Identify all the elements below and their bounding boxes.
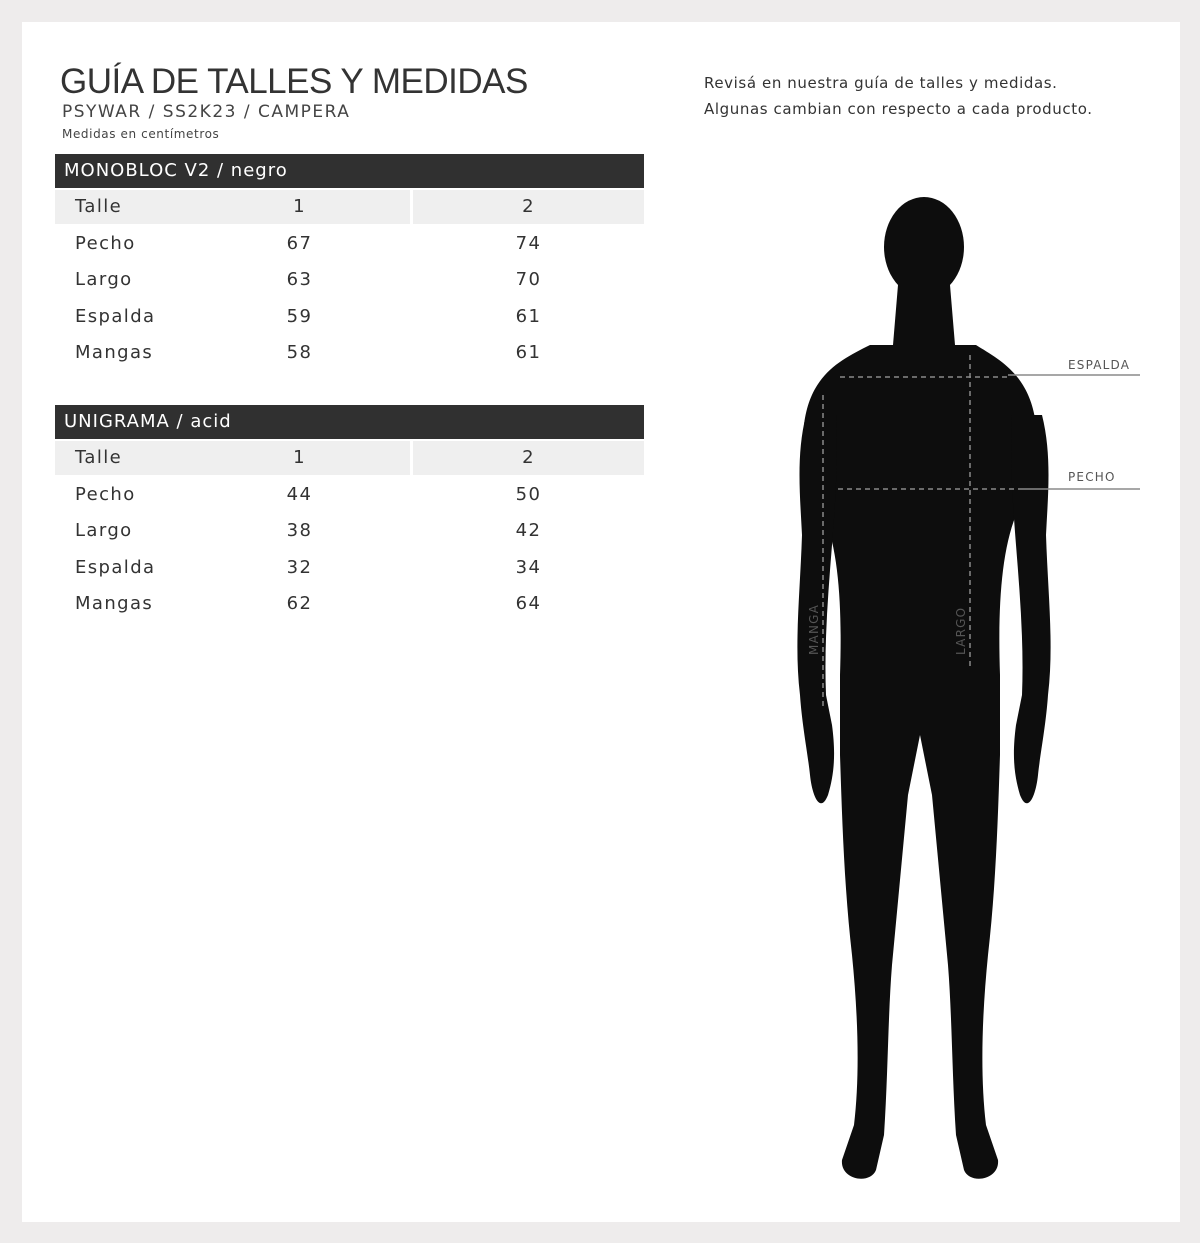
size-1-value: 32	[286, 556, 313, 578]
column-header-size-1: 1	[189, 441, 410, 475]
row-label: Largo	[75, 520, 133, 541]
column-header-size-1: 1	[189, 190, 410, 224]
table-row	[55, 300, 644, 337]
column-header-size-2: 2	[413, 441, 644, 475]
size-1-value: 38	[286, 520, 313, 541]
product-section-unigrama	[55, 405, 644, 624]
row-label: Mangas	[75, 342, 154, 363]
product-header: UNIGRAMA / acid	[55, 405, 644, 439]
row-label: Pecho	[75, 483, 136, 505]
size-1-value: 58	[286, 342, 313, 363]
manga-label: MANGA	[807, 603, 821, 655]
row-label: Pecho	[75, 232, 136, 254]
size-1-value: 44	[286, 483, 313, 505]
table-row	[55, 551, 644, 588]
size-2-value: 74	[515, 232, 542, 254]
largo-label: LARGO	[954, 606, 968, 655]
table-row	[55, 514, 644, 551]
size-2-value: 61	[515, 342, 542, 363]
size-2-value: 50	[515, 483, 542, 505]
table-row	[55, 336, 644, 373]
product-section-monobloc	[55, 154, 644, 373]
espalda-label: ESPALDA	[1068, 358, 1131, 372]
units-note: Medidas en centímetros	[62, 127, 220, 141]
column-header-size-2: 2	[413, 190, 644, 224]
size-table	[55, 441, 644, 624]
column-header-talle: Talle	[55, 190, 205, 224]
table-row	[55, 263, 644, 300]
size-2-value: 64	[515, 593, 542, 614]
row-label: Largo	[75, 269, 133, 290]
size-table	[55, 190, 644, 373]
intro-line-1: Revisá en nuestra guía de talles y medidas.	[704, 74, 1058, 92]
body-silhouette-icon	[780, 195, 1150, 1195]
row-label: Espalda	[75, 305, 156, 327]
pecho-label: PECHO	[1068, 470, 1116, 484]
row-label: Mangas	[75, 593, 154, 614]
page-title: GUÍA DE TALLES Y MEDIDAS	[60, 62, 528, 101]
table-row	[55, 587, 644, 624]
size-1-value: 67	[286, 232, 313, 254]
size-2-value: 61	[515, 305, 542, 327]
table-header-row	[55, 190, 644, 227]
size-1-value: 59	[286, 305, 313, 327]
intro-line-2: Algunas cambian con respecto a cada producto.	[704, 100, 1093, 118]
size-2-value: 42	[515, 520, 542, 541]
size-2-value: 34	[515, 556, 542, 578]
size-1-value: 63	[286, 269, 313, 290]
table-row	[55, 227, 644, 264]
size-2-value: 70	[515, 269, 542, 290]
table-header-row	[55, 441, 644, 478]
table-row	[55, 478, 644, 515]
row-label: Espalda	[75, 556, 156, 578]
size-1-value: 62	[286, 593, 313, 614]
product-header: MONOBLOC V2 / negro	[55, 154, 644, 188]
intro-text	[704, 70, 1093, 122]
product-line-subtitle: PSYWAR / SS2K23 / CAMPERA	[62, 102, 351, 122]
body-measurement-figure	[780, 195, 1150, 1195]
column-header-talle: Talle	[55, 441, 205, 475]
